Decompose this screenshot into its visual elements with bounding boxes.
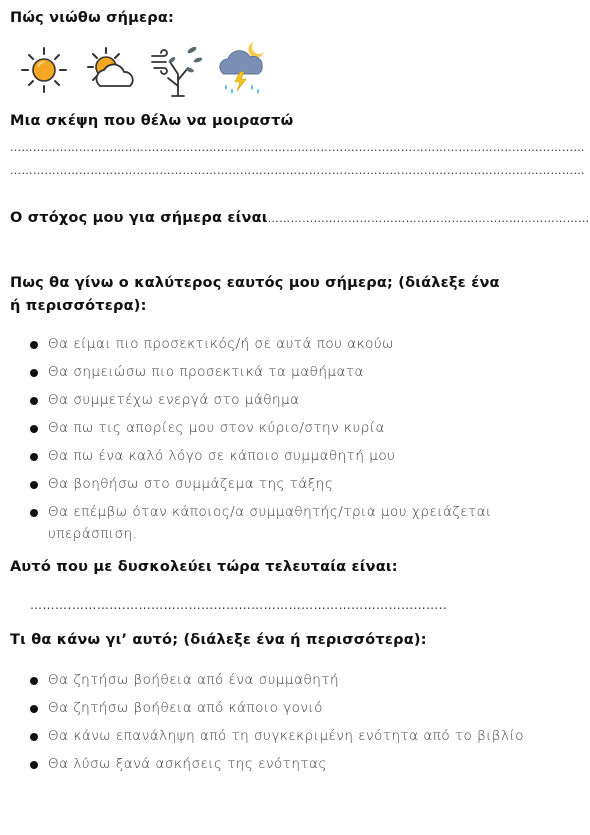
list-item[interactable]: Θα είμαι πιο προσεκτικός/ή σε αυτά που ακούω: [30, 333, 565, 355]
mood-title: Πώς νιώθω σήμερα:: [10, 10, 175, 26]
goal-answer-line[interactable]: …………………………………………………………………………: [267, 212, 590, 225]
goal-row: [10, 207, 590, 226]
thought-line-2[interactable]: ……………………………………………………………………………………………………………………………………: [10, 164, 585, 177]
sun-behind-cloud-icon[interactable]: [84, 40, 140, 100]
action-title: Τι θα κάνω γι’ αυτό; (διάλεξε ένα ή περισσότερα):: [10, 632, 427, 648]
storm-cloud-moon-icon[interactable]: [214, 40, 270, 100]
list-item[interactable]: Θα ζητήσω βοήθεια από ένα συμμαθητή: [30, 669, 565, 691]
difficulty-answer-line[interactable]: ……….………….…………………………………………………………………..: [30, 598, 448, 612]
list-item[interactable]: Θα κάνω επανάληψη από τη συγκεκριμένη ενότητα από το βιβλίο: [30, 725, 565, 747]
windy-tree-icon[interactable]: [150, 40, 206, 100]
mood-icons: [18, 40, 278, 100]
goal-label: Ο στόχος μου για σήμερα είναι: [10, 210, 268, 226]
list-item[interactable]: Θα συμμετέχω ενεργά στο μάθημα: [30, 389, 565, 411]
list-item[interactable]: Θα πω ένα καλό λόγο σε κάποιο συμμαθητή μου: [30, 445, 565, 467]
list-item[interactable]: Θα επέμβω όταν κάποιος/α συμμαθητής/τρια μου χρειάζεται υπεράσπιση.: [30, 501, 565, 545]
list-item[interactable]: Θα ζητήσω βοήθεια από κάποιο γονιό: [30, 697, 565, 719]
thought-title: Μια σκέψη που θέλω να μοιραστώ: [10, 113, 294, 129]
list-item[interactable]: Θα λύσω ξανά ασκήσεις της ενότητας: [30, 753, 565, 775]
difficulty-title: Αυτό που με δυσκολεύει τώρα τελευταία είναι:: [10, 559, 398, 575]
thought-line-1[interactable]: ……………………………………………………………………………………………………………………………………: [10, 141, 585, 154]
best-self-title: Πως θα γίνω ο καλύτερος εαυτός μου σήμερα; (διάλεξε ένα ή περισσότερα):: [10, 275, 500, 314]
list-item[interactable]: Θα πω τις απορίες μου στον κύριο/στην κυρία: [30, 417, 565, 439]
action-options: [30, 669, 565, 775]
list-item[interactable]: Θα βοηθήσω στο συμμάζεμα της τάξης: [30, 473, 565, 495]
best-self-options: [30, 333, 565, 545]
list-item[interactable]: Θα σημειώσω πιο προσεκτικά τα μαθήματα: [30, 361, 565, 383]
sun-icon[interactable]: [18, 40, 74, 100]
